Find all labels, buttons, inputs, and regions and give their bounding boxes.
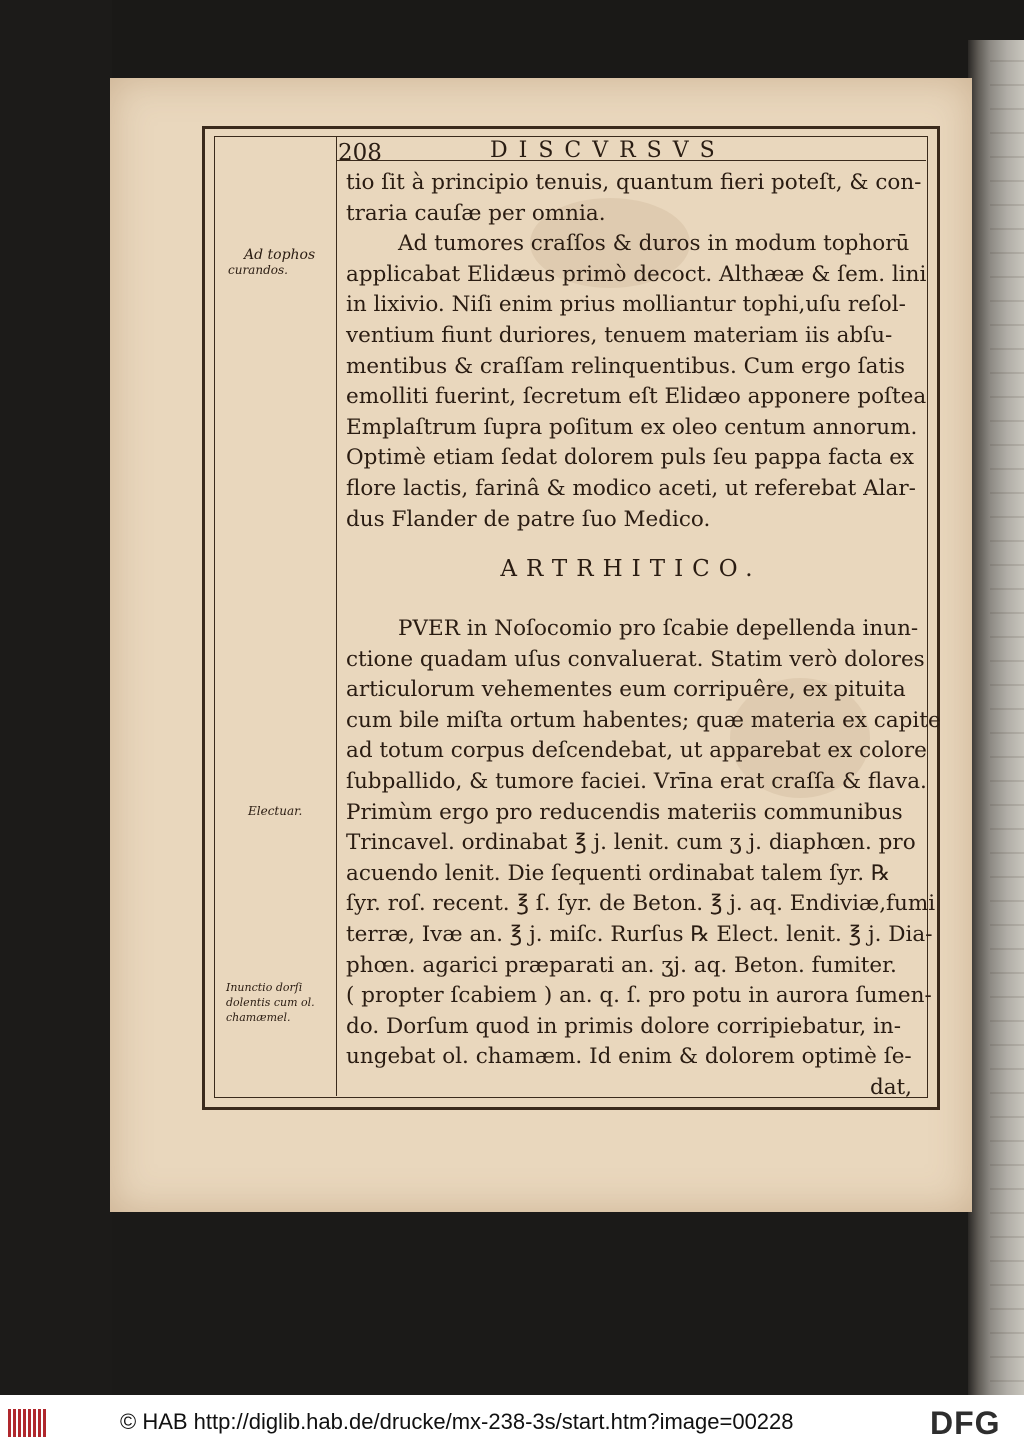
text-line: Ad tumores craſſos & duros in modum tophorū xyxy=(398,231,910,257)
marginal-note-line: chamæmel. xyxy=(226,1011,291,1024)
text-line: do. Dorſum quod in primis dolore corripiebatur, in- xyxy=(346,1013,902,1039)
viewer-footer xyxy=(0,1395,1024,1453)
text-line: ſyr. roſ. recent. ℥ ſ. ſyr. de Beton. ℥ j. aq. Endiviæ,fumi xyxy=(346,891,936,917)
text-line: ( propter ſcabiem ) an. q. ſ. pro potu in aurora ſumen- xyxy=(346,983,932,1009)
marginal-note-tophos xyxy=(228,248,328,278)
marginal-note-line: curandos. xyxy=(228,263,288,277)
text-line: in lixivio. Niſi enim prius molliantur tophi,uſu reſol- xyxy=(346,292,906,318)
body-text-bottom xyxy=(346,614,941,1104)
text-line: cum bile miſta ortum habentes; quæ materia ex capite xyxy=(346,707,941,733)
scan-background-left xyxy=(0,0,112,1395)
library-logo-icon xyxy=(8,1409,48,1437)
text-line: traria cauſæ per omnia. xyxy=(346,200,606,226)
text-line: terræ, Ivæ an. ℥ j. miſc. Rurſus ℞ Elect. lenit. ℥ j. Dia- xyxy=(346,921,933,947)
marginal-note-electuar xyxy=(248,804,328,819)
text-line: Primùm ergo pro reducendis materiis communibus xyxy=(346,799,903,825)
text-line: Emplaſtrum ſupra poſitum ex oleo centum annorum. xyxy=(346,414,918,440)
scan-background-top xyxy=(0,0,1024,80)
text-line: ungebat ol. chamæm. Id enim & dolorem optimè ſe- xyxy=(346,1044,912,1070)
page-number: 208 xyxy=(338,140,382,166)
running-head: DISCVRSVS xyxy=(490,138,726,163)
margin-column-rule xyxy=(336,136,337,1096)
section-heading: ARTRHITICO. xyxy=(500,556,762,582)
text-line: acuendo lenit. Die ſequenti ordinabat talem ſyr. ℞ xyxy=(346,860,891,886)
text-line: articulorum vehementes eum corripuêre, ex pituita xyxy=(346,677,906,703)
text-line: mentibus & craſſam relinquentibus. Cum ergo ſatis xyxy=(346,353,906,379)
text-line: phœn. agarici præparati an. ʒj. aq. Beton. fumiter. xyxy=(346,952,897,978)
copyright-link[interactable]: © HAB http://diglib.hab.de/drucke/mx-238-3s/start.htm?image=00228 xyxy=(120,1409,794,1434)
text-line: dus Flander de patre ſuo Medico. xyxy=(346,506,711,532)
dfg-logo: DFG xyxy=(930,1405,1001,1441)
text-line: Trincavel. ordinabat ℥ j. lenit. cum ʒ j. diaphœn. pro xyxy=(346,830,916,856)
marginal-note-line: Ad tophos xyxy=(244,247,316,263)
body-text-top xyxy=(346,168,927,535)
adjacent-page-lines xyxy=(990,60,1024,1395)
text-line: ctione quadam uſus convaluerat. Statim verò dolores xyxy=(346,646,925,672)
text-line: tio ſit à principio tenuis, quantum fieri poteſt, & con- xyxy=(346,170,922,195)
marginal-note-line: Electuar. xyxy=(248,804,303,818)
marginal-note-line: Inunctio dorſi xyxy=(226,981,303,994)
book-page xyxy=(110,78,972,1212)
text-line: ventium fiunt duriores, tenuem materiam iis abſu- xyxy=(346,322,893,348)
catchword: dat, xyxy=(869,1074,912,1100)
marginal-note-inunctio xyxy=(226,980,334,1025)
text-line: PVER in Noſocomio pro ſcabie depellenda inun- xyxy=(398,616,919,641)
marginal-note-line: dolentis cum ol. xyxy=(226,996,315,1009)
text-line: applicabat Elidæus primò decoct. Althææ & ſem. lini xyxy=(346,261,927,287)
text-line: ſubpallido, & tumore faciei. Vrīna erat craſſa & flava. xyxy=(346,768,927,794)
text-line: flore lactis, farinâ & modico aceti, ut referebat Alar- xyxy=(346,475,916,501)
text-line: emolliti fuerint, ſecretum eſt Elidæo apponere poſtea xyxy=(346,384,927,410)
text-line: ad totum corpus deſcendebat, ut apparebat ex colore xyxy=(346,738,927,764)
text-line: Optimè etiam ſedat dolorem puls ſeu pappa facta ex xyxy=(346,445,915,471)
